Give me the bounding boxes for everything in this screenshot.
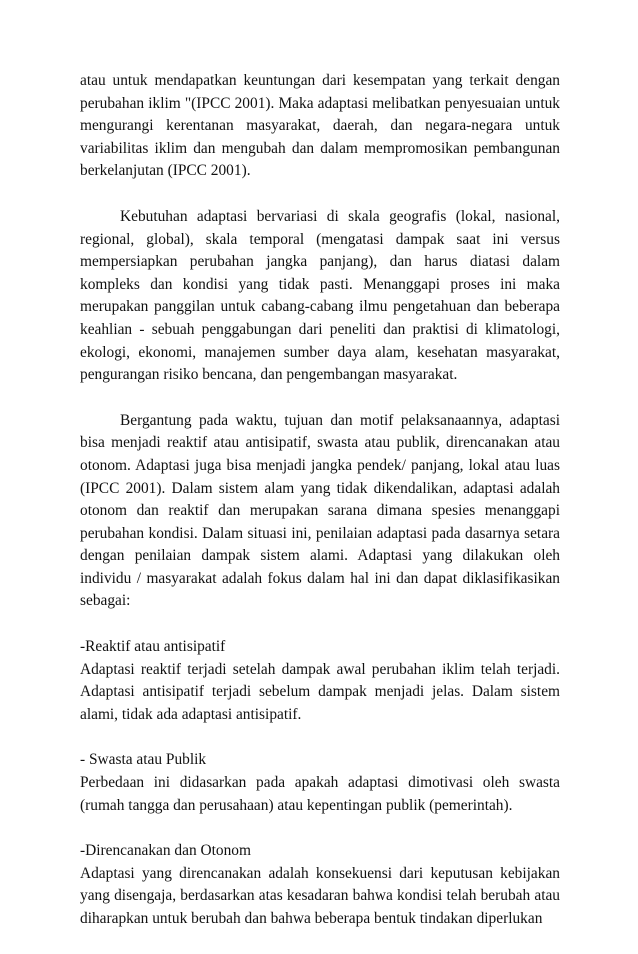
- section-body: Perbedaan ini didasarkan pada apakah adaptasi dimotivasi oleh swasta (rumah tangga dan perusahaan) atau kepentingan publik (pemerintah).: [80, 774, 560, 814]
- paragraph-2: Kebutuhan adaptasi bervariasi di skala geografis (lokal, nasional, regional, global), skala temporal (mengatasi dampak saat ini versus mempersiapkan perubahan jangka panjang), dan harus diatasi dalam kompleks dan kondisi yang tidak pasti. Menanggapi proses ini maka merupakan panggilan untuk cabang-cabang ilmu pengetahuan dan beberapa keahlian - sebuah penggabungan dari peneliti dan praktisi di klimatologi, ekologi, ekonomi, manajemen sumber daya alam, kesehatan masyarakat, pengurangan risiko bencana, dan pengembangan masyarakat.: [80, 207, 560, 384]
- section-heading: - Swasta atau Publik: [80, 751, 207, 769]
- section-heading: -Direncanakan dan Otonom: [80, 842, 251, 860]
- section-body: Adaptasi yang direncanakan adalah konsekuensi dari keputusan kebijakan yang disengaja, berdasarkan atas kesadaran bahwa kondisi telah berubah atau diharapkan untuk berubah dan bahwa beberapa bentuk tindakan diperlukan: [80, 864, 560, 927]
- section-swasta: [80, 749, 560, 817]
- section-heading: -Reaktif atau antisipatif: [80, 638, 226, 656]
- section-reaktif: [80, 636, 560, 726]
- section-body: Adaptasi reaktif terjadi setelah dampak awal perubahan iklim telah terjadi. Adaptasi antisipatif terjadi sebelum dampak menjadi jelas. Dalam sistem alami, tidak ada adaptasi antisipatif.: [80, 660, 560, 723]
- paragraph-3: Bergantung pada waktu, tujuan dan motif pelaksanaannya, adaptasi bisa menjadi reaktif atau antisipatif, swasta atau publik, direncanakan atau otonom. Adaptasi juga bisa menjadi jangka pendek/ panjang, lokal atau luas (IPCC 2001). Dalam sistem alam yang tidak dikendalikan, adaptasi adalah otonom dan reaktif dan merupakan sarana dimana spesies menanggapi perubahan kondisi. Dalam situasi ini, penilaian adaptasi pada dasarnya setara dengan penilaian dampak sistem alami. Adaptasi yang dilakukan oleh individu / masyarakat adalah fokus dalam hal ini dan dapat diklasifikasikan sebagai:: [80, 411, 560, 610]
- document-page: [80, 70, 560, 954]
- paragraph-1: atau untuk mendapatkan keuntungan dari kesempatan yang terkait dengan perubahan iklim "(IPCC 2001). Maka adaptasi melibatkan penyesuaian untuk mengurangi kerentanan masyarakat, daerah, dan negara-negara untuk variabilitas iklim dan mengubah dan dalam mempromosikan pembangunan berkelanjutan (IPCC 2001).: [80, 72, 560, 180]
- section-direncanakan: [80, 840, 560, 930]
